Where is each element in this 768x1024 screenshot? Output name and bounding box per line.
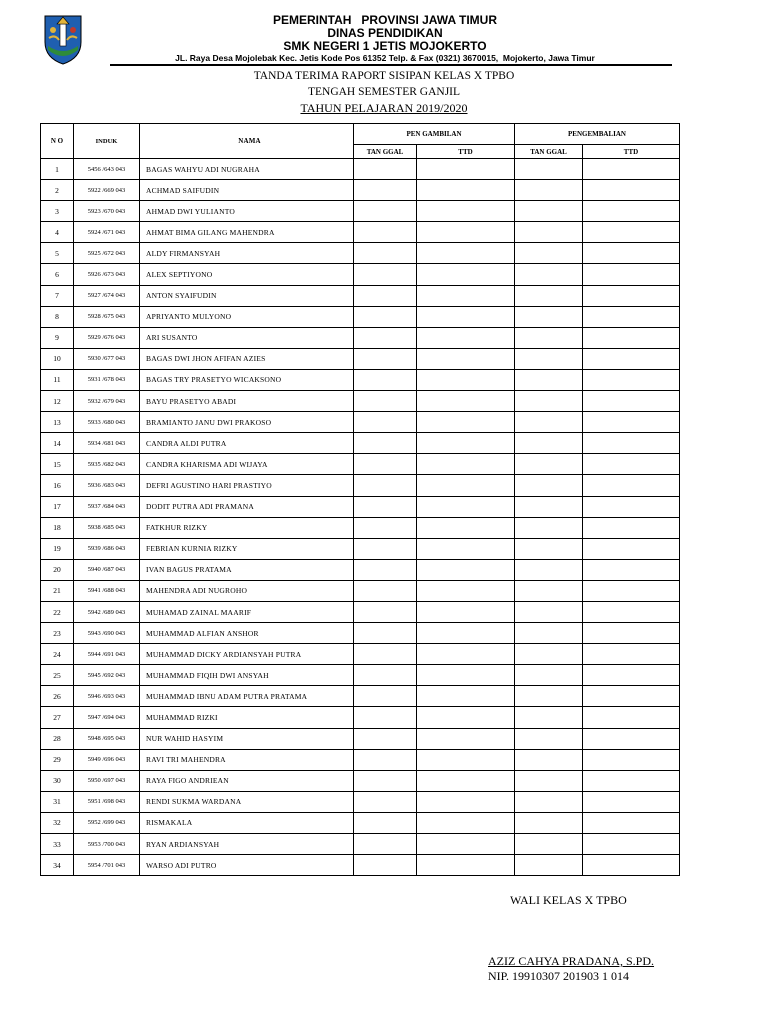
cell-no: 25 — [41, 665, 74, 686]
cell-ttd-ambil — [417, 369, 515, 390]
cell-ttd-kembali — [583, 369, 680, 390]
cell-ttd-kembali — [583, 475, 680, 496]
cell-ttd-ambil — [417, 855, 515, 876]
cell-induk: 5954 /701 043 — [74, 855, 140, 876]
cell-ttd-ambil — [417, 559, 515, 580]
cell-tanggal-ambil — [354, 412, 417, 433]
cell-ttd-ambil — [417, 686, 515, 707]
table-row — [41, 812, 680, 833]
cell-nama: APRIYANTO MULYONO — [140, 306, 354, 327]
cell-tanggal-kembali — [515, 538, 583, 559]
cell-no: 13 — [41, 412, 74, 433]
cell-ttd-kembali — [583, 728, 680, 749]
table-row — [41, 327, 680, 348]
cell-ttd-ambil — [417, 454, 515, 475]
table-row — [41, 243, 680, 264]
cell-tanggal-ambil — [354, 855, 417, 876]
cell-tanggal-kembali — [515, 391, 583, 412]
cell-ttd-ambil — [417, 264, 515, 285]
cell-tanggal-kembali — [515, 348, 583, 369]
cell-tanggal-kembali — [515, 222, 583, 243]
title-main: TANDA TERIMA RAPORT SISIPAN KELAS X TPBO — [253, 70, 515, 82]
cell-nama: CANDRA ALDI PUTRA — [140, 433, 354, 454]
table-row — [41, 222, 680, 243]
cell-ttd-ambil — [417, 159, 515, 180]
cell-induk: 5930 /677 043 — [74, 348, 140, 369]
cell-ttd-ambil — [417, 601, 515, 622]
cell-tanggal-kembali — [515, 834, 583, 855]
cell-ttd-kembali — [583, 285, 680, 306]
cell-ttd-ambil — [417, 475, 515, 496]
cell-tanggal-kembali — [515, 791, 583, 812]
cell-nama: MUHAMMAD DICKY ARDIANSYAH PUTRA — [140, 644, 354, 665]
cell-no: 16 — [41, 475, 74, 496]
table-row — [41, 348, 680, 369]
cell-induk: 5456 /643 043 — [74, 159, 140, 180]
cell-ttd-kembali — [583, 222, 680, 243]
cell-ttd-kembali — [583, 348, 680, 369]
cell-ttd-ambil — [417, 433, 515, 454]
cell-nama: MUHAMMAD ALFIAN ANSHOR — [140, 623, 354, 644]
cell-tanggal-kembali — [515, 433, 583, 454]
cell-tanggal-kembali — [515, 812, 583, 833]
cell-induk: 5949 /696 043 — [74, 749, 140, 770]
cell-nama: ACHMAD SAIFUDIN — [140, 180, 354, 201]
cell-induk: 5950 /697 043 — [74, 770, 140, 791]
cell-nama: BAGAS WAHYU ADI NUGRAHA — [140, 159, 354, 180]
cell-ttd-kembali — [583, 686, 680, 707]
cell-tanggal-ambil — [354, 222, 417, 243]
cell-tanggal-ambil — [354, 728, 417, 749]
cell-nama: DODIT PUTRA ADI PRAMANA — [140, 496, 354, 517]
table-row — [41, 855, 680, 876]
cell-tanggal-ambil — [354, 433, 417, 454]
cell-tanggal-kembali — [515, 327, 583, 348]
table-row — [41, 707, 680, 728]
table-row — [41, 412, 680, 433]
cell-no: 11 — [41, 369, 74, 390]
cell-induk: 5943 /690 043 — [74, 623, 140, 644]
table-row — [41, 201, 680, 222]
cell-ttd-ambil — [417, 665, 515, 686]
cell-tanggal-kembali — [515, 454, 583, 475]
cell-tanggal-kembali — [515, 580, 583, 601]
cell-ttd-kembali — [583, 834, 680, 855]
cell-ttd-ambil — [417, 728, 515, 749]
cell-ttd-kembali — [583, 306, 680, 327]
cell-nama: DEFRI AGUSTINO HARI PRASTIYO — [140, 475, 354, 496]
cell-no: 26 — [41, 686, 74, 707]
cell-ttd-ambil — [417, 348, 515, 369]
cell-tanggal-kembali — [515, 159, 583, 180]
cell-ttd-kembali — [583, 707, 680, 728]
cell-tanggal-kembali — [515, 601, 583, 622]
cell-induk: 5935 /682 043 — [74, 454, 140, 475]
cell-tanggal-ambil — [354, 623, 417, 644]
cell-nama: RYAN ARDIANSYAH — [140, 834, 354, 855]
cell-tanggal-kembali — [515, 517, 583, 538]
cell-induk: 5942 /689 043 — [74, 601, 140, 622]
cell-tanggal-ambil — [354, 834, 417, 855]
cell-nama: RAVI TRI MAHENDRA — [140, 749, 354, 770]
cell-tanggal-ambil — [354, 644, 417, 665]
cell-no: 19 — [41, 538, 74, 559]
cell-ttd-ambil — [417, 243, 515, 264]
cell-no: 9 — [41, 327, 74, 348]
cell-no: 21 — [41, 580, 74, 601]
cell-no: 1 — [41, 159, 74, 180]
cell-tanggal-kembali — [515, 475, 583, 496]
cell-no: 10 — [41, 348, 74, 369]
cell-tanggal-ambil — [354, 601, 417, 622]
cell-nama: MUHAMAD ZAINAL MAARIF — [140, 601, 354, 622]
cell-ttd-kembali — [583, 412, 680, 433]
letterhead-divider — [110, 64, 672, 66]
table-row — [41, 580, 680, 601]
cell-induk: 5925 /672 043 — [74, 243, 140, 264]
cell-ttd-ambil — [417, 391, 515, 412]
cell-nama: ALEX SEPTIYONO — [140, 264, 354, 285]
cell-tanggal-ambil — [354, 454, 417, 475]
cell-induk: 5932 /679 043 — [74, 391, 140, 412]
cell-tanggal-kembali — [515, 285, 583, 306]
cell-induk: 5938 /685 043 — [74, 517, 140, 538]
cell-ttd-kembali — [583, 201, 680, 222]
cell-nama: BAGAS DWI JHON AFIFAN AZIES — [140, 348, 354, 369]
cell-no: 17 — [41, 496, 74, 517]
cell-nama: MAHENDRA ADI NUGROHO — [140, 580, 354, 601]
cell-nama: ARI SUSANTO — [140, 327, 354, 348]
school-address: JL. Raya Desa Mojolebak Kec. Jetis Kode Pos 61352 Telp. & Fax (0321) 3670015, Mojokerto, Jawa Timur — [175, 53, 595, 63]
cell-no: 6 — [41, 264, 74, 285]
cell-tanggal-kembali — [515, 855, 583, 876]
cell-induk: 5941 /688 043 — [74, 580, 140, 601]
cell-induk: 5939 /686 043 — [74, 538, 140, 559]
cell-nama: BRAMIANTO JANU DWI PRAKOSO — [140, 412, 354, 433]
cell-tanggal-ambil — [354, 559, 417, 580]
cell-induk: 5929 /676 043 — [74, 327, 140, 348]
cell-nama: RAYA FIGO ANDRIEAN — [140, 770, 354, 791]
gov-name: PEMERINTAH PROVINSI JAWA TIMUR — [272, 13, 497, 27]
cell-induk: 5946 /693 043 — [74, 686, 140, 707]
roster-body — [41, 159, 680, 876]
cell-tanggal-kembali — [515, 412, 583, 433]
cell-tanggal-kembali — [515, 728, 583, 749]
cell-no: 29 — [41, 749, 74, 770]
table-row — [41, 369, 680, 390]
cell-ttd-ambil — [417, 327, 515, 348]
cell-no: 18 — [41, 517, 74, 538]
cell-tanggal-kembali — [515, 264, 583, 285]
header-tanggal-ambil: TAN GGAL — [354, 145, 417, 159]
cell-ttd-kembali — [583, 559, 680, 580]
cell-tanggal-ambil — [354, 770, 417, 791]
table-row — [41, 686, 680, 707]
teacher-name: AZIZ CAHYA PRADANA, S.PD. — [488, 954, 655, 968]
document-titles — [0, 68, 768, 116]
cell-tanggal-ambil — [354, 580, 417, 601]
cell-ttd-ambil — [417, 644, 515, 665]
cell-induk: 5927 /674 043 — [74, 285, 140, 306]
cell-no: 23 — [41, 623, 74, 644]
cell-tanggal-kembali — [515, 623, 583, 644]
cell-tanggal-kembali — [515, 770, 583, 791]
cell-ttd-ambil — [417, 623, 515, 644]
cell-ttd-ambil — [417, 770, 515, 791]
header-pengambilan: PEN GAMBILAN — [354, 124, 515, 145]
cell-ttd-kembali — [583, 180, 680, 201]
east-java-crest-icon — [41, 12, 85, 66]
cell-induk: 5934 /681 043 — [74, 433, 140, 454]
cell-no: 15 — [41, 454, 74, 475]
cell-nama: IVAN BAGUS PRATAMA — [140, 559, 354, 580]
cell-ttd-kembali — [583, 538, 680, 559]
cell-tanggal-kembali — [515, 180, 583, 201]
cell-ttd-kembali — [583, 496, 680, 517]
cell-ttd-ambil — [417, 496, 515, 517]
cell-ttd-kembali — [583, 623, 680, 644]
cell-ttd-kembali — [583, 601, 680, 622]
cell-tanggal-ambil — [354, 264, 417, 285]
cell-tanggal-ambil — [354, 285, 417, 306]
cell-ttd-kembali — [583, 159, 680, 180]
cell-induk: 5953 /700 043 — [74, 834, 140, 855]
cell-tanggal-ambil — [354, 243, 417, 264]
cell-nama: RENDI SUKMA WARDANA — [140, 791, 354, 812]
cell-ttd-kembali — [583, 644, 680, 665]
cell-ttd-ambil — [417, 517, 515, 538]
cell-tanggal-ambil — [354, 812, 417, 833]
cell-nama: MUHAMMAD FIQIH DWI ANSYAH — [140, 665, 354, 686]
table-row — [41, 433, 680, 454]
cell-no: 34 — [41, 855, 74, 876]
cell-no: 32 — [41, 812, 74, 833]
cell-ttd-kembali — [583, 264, 680, 285]
cell-tanggal-ambil — [354, 391, 417, 412]
cell-induk: 5947 /694 043 — [74, 707, 140, 728]
letterhead-text — [98, 14, 672, 64]
cell-no: 22 — [41, 601, 74, 622]
table-row — [41, 180, 680, 201]
cell-ttd-ambil — [417, 812, 515, 833]
cell-tanggal-ambil — [354, 791, 417, 812]
cell-ttd-ambil — [417, 222, 515, 243]
cell-tanggal-ambil — [354, 475, 417, 496]
cell-tanggal-kembali — [515, 707, 583, 728]
cell-ttd-kembali — [583, 391, 680, 412]
table-row — [41, 770, 680, 791]
cell-tanggal-ambil — [354, 201, 417, 222]
cell-ttd-kembali — [583, 855, 680, 876]
cell-ttd-kembali — [583, 665, 680, 686]
table-row — [41, 285, 680, 306]
cell-tanggal-ambil — [354, 348, 417, 369]
cell-ttd-ambil — [417, 306, 515, 327]
cell-nama: AHMAD DWI YULIANTO — [140, 201, 354, 222]
cell-ttd-kembali — [583, 812, 680, 833]
cell-ttd-kembali — [583, 433, 680, 454]
cell-ttd-ambil — [417, 580, 515, 601]
header-no: N O — [41, 124, 74, 159]
cell-nama: ALDY FIRMANSYAH — [140, 243, 354, 264]
cell-no: 27 — [41, 707, 74, 728]
cell-induk: 5926 /673 043 — [74, 264, 140, 285]
cell-nama: FATKHUR RIZKY — [140, 517, 354, 538]
cell-induk: 5945 /692 043 — [74, 665, 140, 686]
cell-ttd-kembali — [583, 791, 680, 812]
cell-ttd-ambil — [417, 791, 515, 812]
cell-induk: 5922 /669 043 — [74, 180, 140, 201]
table-row — [41, 728, 680, 749]
cell-no: 4 — [41, 222, 74, 243]
cell-tanggal-kembali — [515, 243, 583, 264]
header-induk: INDUK — [74, 124, 140, 159]
cell-tanggal-ambil — [354, 369, 417, 390]
cell-ttd-ambil — [417, 707, 515, 728]
cell-nama: FEBRIAN KURNIA RIZKY — [140, 538, 354, 559]
cell-tanggal-kembali — [515, 686, 583, 707]
cell-ttd-ambil — [417, 749, 515, 770]
cell-no: 33 — [41, 834, 74, 855]
cell-ttd-ambil — [417, 412, 515, 433]
header-ttd-kembali: TTD — [583, 145, 680, 159]
cell-ttd-kembali — [583, 517, 680, 538]
cell-tanggal-ambil — [354, 306, 417, 327]
cell-no: 20 — [41, 559, 74, 580]
cell-tanggal-ambil — [354, 159, 417, 180]
cell-tanggal-kembali — [515, 369, 583, 390]
cell-ttd-ambil — [417, 834, 515, 855]
cell-induk: 5937 /684 043 — [74, 496, 140, 517]
table-row — [41, 496, 680, 517]
cell-ttd-ambil — [417, 201, 515, 222]
cell-no: 7 — [41, 285, 74, 306]
header-pengembalian: PENGEMBALIAN — [515, 124, 680, 145]
cell-ttd-kembali — [583, 580, 680, 601]
cell-tanggal-kembali — [515, 665, 583, 686]
cell-nama: MUHAMMAD RIZKI — [140, 707, 354, 728]
cell-tanggal-kembali — [515, 496, 583, 517]
table-row — [41, 623, 680, 644]
table-row — [41, 644, 680, 665]
cell-nama: NUR WAHID HASYIM — [140, 728, 354, 749]
cell-no: 5 — [41, 243, 74, 264]
letterhead — [38, 10, 672, 68]
cell-tanggal-kembali — [515, 559, 583, 580]
roster-table — [40, 123, 680, 876]
header-nama: NAMA — [140, 124, 354, 159]
cell-ttd-kembali — [583, 749, 680, 770]
cell-no: 31 — [41, 791, 74, 812]
cell-no: 12 — [41, 391, 74, 412]
cell-tanggal-kembali — [515, 749, 583, 770]
cell-no: 8 — [41, 306, 74, 327]
cell-no: 14 — [41, 433, 74, 454]
cell-tanggal-ambil — [354, 749, 417, 770]
cell-induk: 5944 /691 043 — [74, 644, 140, 665]
cell-tanggal-kembali — [515, 644, 583, 665]
cell-induk: 5940 /687 043 — [74, 559, 140, 580]
cell-no: 28 — [41, 728, 74, 749]
table-row — [41, 559, 680, 580]
cell-nama: MUHAMMAD IBNU ADAM PUTRA PRATAMA — [140, 686, 354, 707]
table-row — [41, 391, 680, 412]
school-name: SMK NEGERI 1 JETIS MOJOKERTO — [283, 39, 487, 53]
cell-tanggal-ambil — [354, 496, 417, 517]
table-row — [41, 454, 680, 475]
cell-tanggal-ambil — [354, 517, 417, 538]
cell-nama: WARSO ADI PUTRO — [140, 855, 354, 876]
cell-nama: BAGAS TRY PRASETYO WICAKSONO — [140, 369, 354, 390]
cell-nama: ANTON SYAIFUDIN — [140, 285, 354, 306]
cell-induk: 5951 /698 043 — [74, 791, 140, 812]
cell-no: 30 — [41, 770, 74, 791]
cell-induk: 5924 /671 043 — [74, 222, 140, 243]
cell-induk: 5928 /675 043 — [74, 306, 140, 327]
title-year: TAHUN PELAJARAN 2019/2020 — [300, 101, 468, 115]
cell-tanggal-kembali — [515, 201, 583, 222]
cell-tanggal-kembali — [515, 306, 583, 327]
table-row — [41, 538, 680, 559]
table-row — [41, 306, 680, 327]
cell-ttd-ambil — [417, 285, 515, 306]
cell-no: 24 — [41, 644, 74, 665]
cell-induk: 5948 /695 043 — [74, 728, 140, 749]
cell-ttd-kembali — [583, 454, 680, 475]
cell-induk: 5933 /680 043 — [74, 412, 140, 433]
agency-name: DINAS PENDIDIKAN — [327, 26, 443, 40]
table-row — [41, 665, 680, 686]
cell-ttd-ambil — [417, 538, 515, 559]
cell-nama: AHMAT BIMA GILANG MAHENDRA — [140, 222, 354, 243]
cell-no: 3 — [41, 201, 74, 222]
cell-no: 2 — [41, 180, 74, 201]
homeroom-label: WALI KELAS X TPBO — [510, 893, 627, 907]
cell-ttd-kembali — [583, 243, 680, 264]
title-semester: TENGAH SEMESTER GANJIL — [307, 86, 461, 98]
table-row — [41, 517, 680, 538]
cell-induk: 5931 /678 043 — [74, 369, 140, 390]
cell-ttd-ambil — [417, 180, 515, 201]
cell-nama: CANDRA KHARISMA ADI WIJAYA — [140, 454, 354, 475]
cell-nama: BAYU PRASETYO ABADI — [140, 391, 354, 412]
header-ttd-ambil: TTD — [417, 145, 515, 159]
cell-tanggal-ambil — [354, 327, 417, 348]
table-row — [41, 475, 680, 496]
cell-induk: 5952 /699 043 — [74, 812, 140, 833]
cell-ttd-kembali — [583, 327, 680, 348]
teacher-nip: NIP. 19910307 201903 1 014 — [488, 969, 630, 983]
table-row — [41, 159, 680, 180]
cell-ttd-kembali — [583, 770, 680, 791]
cell-induk: 5923 /670 043 — [74, 201, 140, 222]
cell-tanggal-ambil — [354, 686, 417, 707]
table-row — [41, 791, 680, 812]
cell-tanggal-ambil — [354, 707, 417, 728]
table-row — [41, 749, 680, 770]
cell-induk: 5936 /683 043 — [74, 475, 140, 496]
cell-nama: RISMAKALA — [140, 812, 354, 833]
table-row — [41, 834, 680, 855]
cell-tanggal-ambil — [354, 538, 417, 559]
cell-tanggal-ambil — [354, 665, 417, 686]
table-row — [41, 264, 680, 285]
table-row — [41, 601, 680, 622]
cell-tanggal-ambil — [354, 180, 417, 201]
header-tanggal-kembali: TAN GGAL — [515, 145, 583, 159]
